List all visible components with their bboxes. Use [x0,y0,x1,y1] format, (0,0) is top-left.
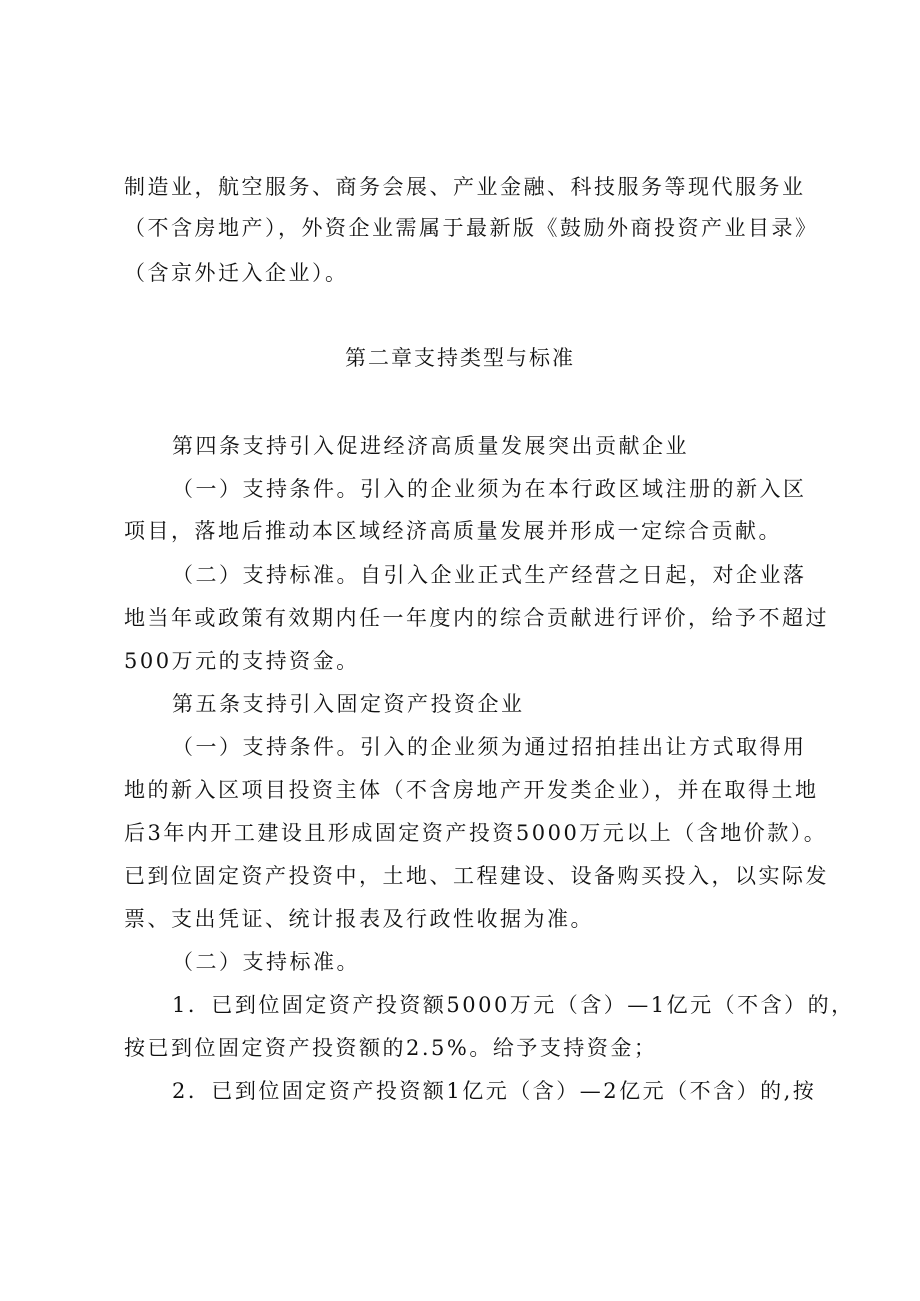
body-text-line: 已到位固定资产投资中，土地、工程建设、设备购买投入，以实际发 [124,864,829,888]
list-item: 2．已到位固定资产投资额1亿元（含）—2亿元（不含）的,按 [172,1079,817,1103]
body-text-line: 按已到位固定资产投资额的2.5%。给予支持资金； [124,1036,658,1060]
body-text-line: （一）支持条件。引入的企业须为在本行政区域注册的新入区 [172,477,807,501]
body-text-line: 地的新入区项目投资主体（不含房地产开发类企业），并在取得土地 [124,778,819,802]
chapter-heading: 第二章支持类型与标准 [345,346,575,370]
body-text-line: 票、支出凭证、统计报表及行政性收据为准。 [124,907,594,931]
body-text-line: （二）支持标准。自引入企业正式生产经营之日起，对企业落 [172,563,807,587]
body-text-line: 制造业，航空服务、商务会展、产业金融、科技服务等现代服务业 [124,175,806,199]
body-text-line: 项目，落地后推动本区域经济高质量发展并形成一定综合贡献。 [124,519,782,543]
body-text-line: 500万元的支持资金。 [124,649,360,673]
body-text-line: （含京外迁入企业）。 [124,261,349,285]
body-text-line: （二）支持标准。 [172,950,360,974]
article-heading: 第五条支持引入固定资产投资企业 [172,692,525,716]
body-text-line: 地当年或政策有效期内任一年度内的综合贡献进行评价，给予不超过 [124,606,829,630]
list-item: 1．已到位固定资产投资额5000万元（含）—1亿元（不含）的， [172,993,855,1017]
body-text-line: （一）支持条件。引入的企业须为通过招拍挂出让方式取得用 [172,735,807,759]
body-text-line: （不含房地产），外资企业需属于最新版《鼓励外商投资产业目录》 [124,216,819,240]
article-heading: 第四条支持引入促进经济高质量发展突出贡献企业 [172,434,689,458]
body-text-line: 后3年内开工建设且形成固定资产投资5000万元以上（含地价款）。 [124,821,828,845]
